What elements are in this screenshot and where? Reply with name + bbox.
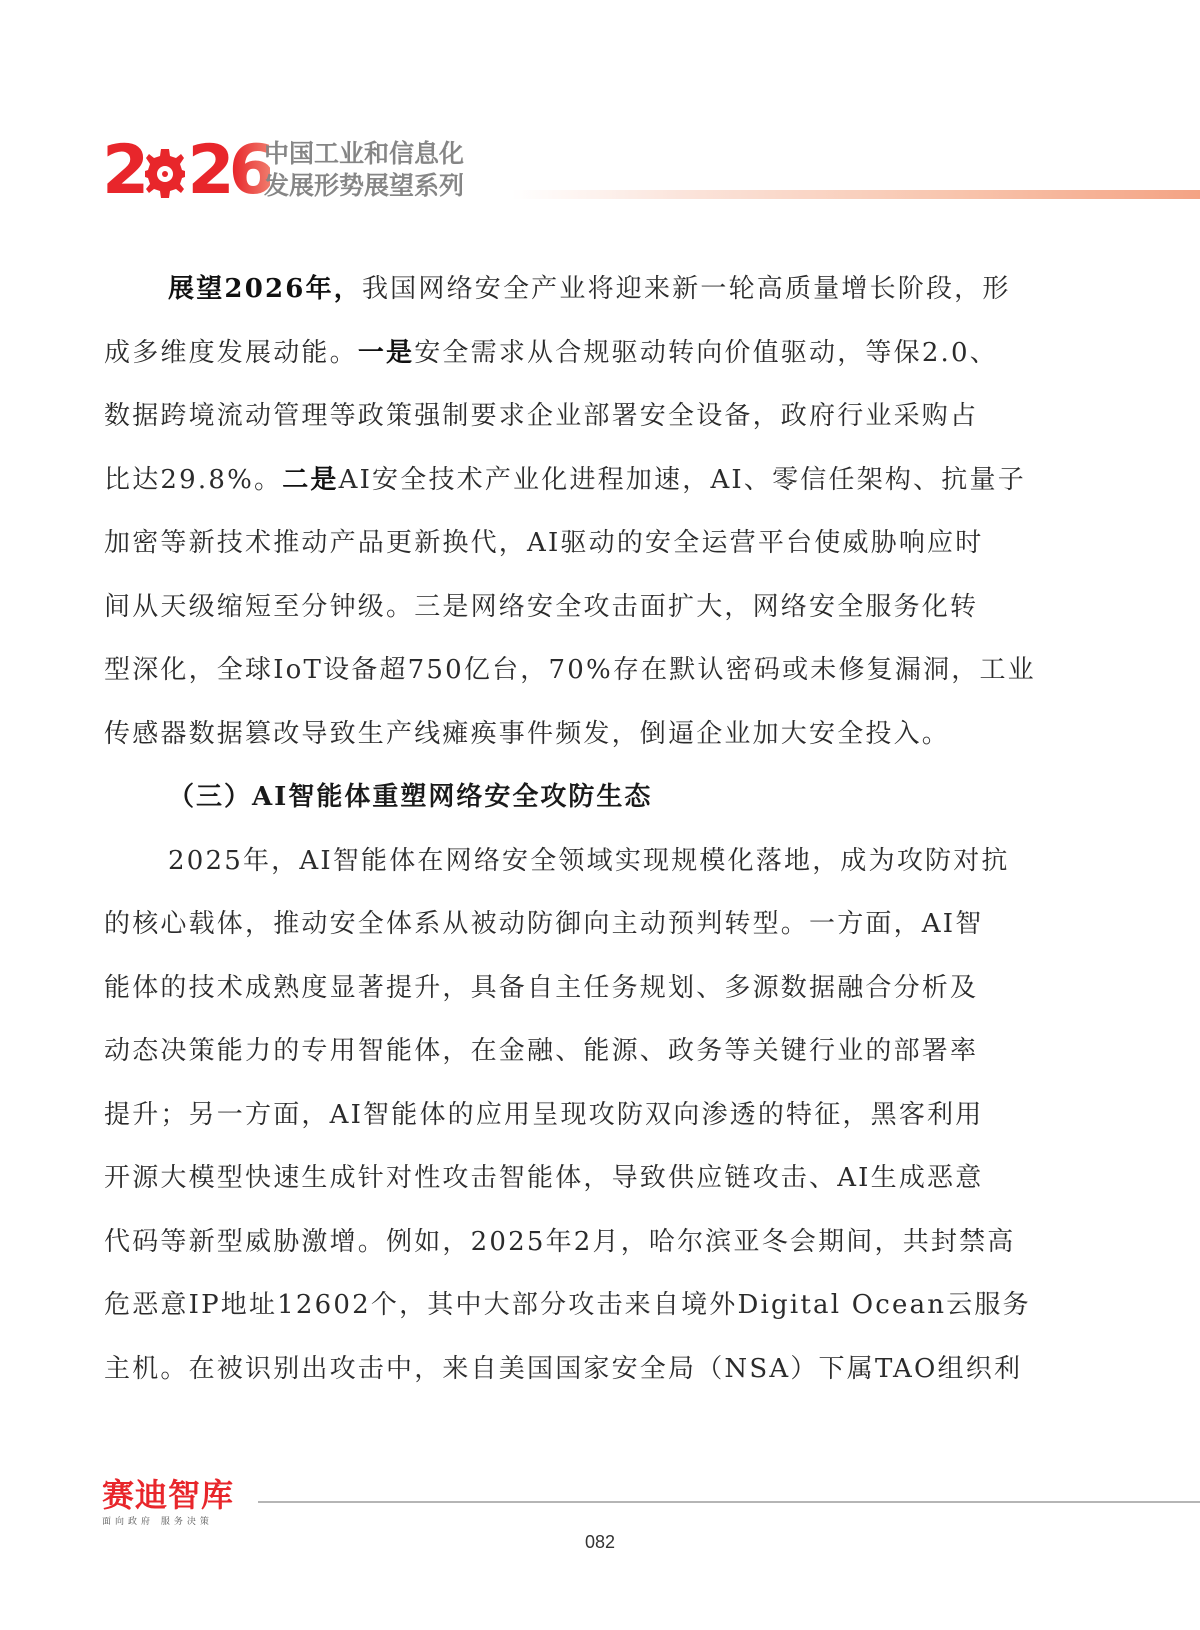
footer-brand: 赛迪智库 [102,1476,235,1514]
series-title-line2: 发展形势展望系列 [264,171,465,200]
outlook-paragraph [104,258,1064,766]
text-line: 代码等新型威胁激增。例如，2025年2月，哈尔滨亚冬会期间，共封禁高 [104,1226,1016,1257]
series-title-line1: 中国工业和信息化 [264,139,465,168]
bold-marker: 二是 [282,464,339,495]
text-line: 2025年，AI智能体在网络安全领域实现规模化落地，成为攻防对抗 [168,845,1010,876]
line-text: 成多维度发展动能。 [104,337,358,368]
section-heading: （三）AI智能体重塑网络安全攻防生态 [168,782,653,812]
text-line: 型深化，全球IoT设备超750亿台，70%存在默认密码或未修复漏洞，工业 [104,655,1036,685]
series-title [264,138,464,202]
gear-icon [145,143,185,199]
ai-agent-paragraph [104,830,1064,1402]
text-line: 加密等新技术推动产品更新换代，AI驱动的安全运营平台使威胁响应时 [104,528,984,558]
line-text: 安全需求从合规驱动转向价值驱动，等保2.0、 [414,337,998,368]
text-line: 传感器数据篡改导致生产线瘫痪事件频发，倒逼企业加大安全投入。 [104,718,951,749]
text-line: 危恶意IP地址12602个，其中大部分攻击来自境外Digital Ocean云服务 [104,1290,1031,1320]
series-year-logo [102,131,270,210]
bold-lead: 展望2026年， [168,274,362,304]
line-text: 我国网络安全产业将迎来新一轮高质量增长阶段，形 [361,274,1011,304]
text-line [104,449,1064,513]
footer-divider [258,1501,1200,1503]
text-line: 间从天级缩短至分钟级。三是网络安全攻击面扩大，网络安全服务化转 [104,591,979,622]
logo-digits-26: 26 [187,131,270,210]
text-line: 数据跨境流动管理等政策强制要求企业部署安全设备，政府行业采购占 [104,401,979,431]
line-text: AI安全技术产业化进程加速，AI、零信任架构、抗量子 [338,464,1026,495]
page-header [102,131,1200,210]
ccid-think-tank-logo [102,1478,234,1527]
logo-digit-2: 2 [102,131,144,210]
text-line: 动态决策能力的专用智能体，在金融、能源、政务等关键行业的部署率 [104,1036,979,1066]
page-number: 082 [584,1532,616,1552]
text-line: 开源大模型快速生成针对性攻击智能体，导致供应链攻击、AI生成恶意 [104,1163,984,1193]
text-line [104,322,1064,386]
text-line: 的核心载体，推动安全体系从被动防御向主动预判转型。一方面，AI智 [104,909,984,939]
text-line: 能体的技术成熟度显著提升，具备自主任务规划、多源数据融合分析及 [104,972,979,1003]
line-text: 比达29.8%。 [104,464,283,495]
footer-tagline: 面向政府 服务决策 [102,1517,213,1527]
page-content [104,258,1064,1401]
text-line [104,258,1064,322]
header-gradient-bar [512,190,1200,199]
text-line: 提升；另一方面，AI智能体的应用呈现攻防双向渗透的特征，黑客利用 [104,1099,984,1130]
bold-marker: 一是 [357,337,415,368]
text-line: 主机。在被识别出攻击中，来自美国国家安全局（NSA）下属TAO组织利 [104,1353,1023,1384]
